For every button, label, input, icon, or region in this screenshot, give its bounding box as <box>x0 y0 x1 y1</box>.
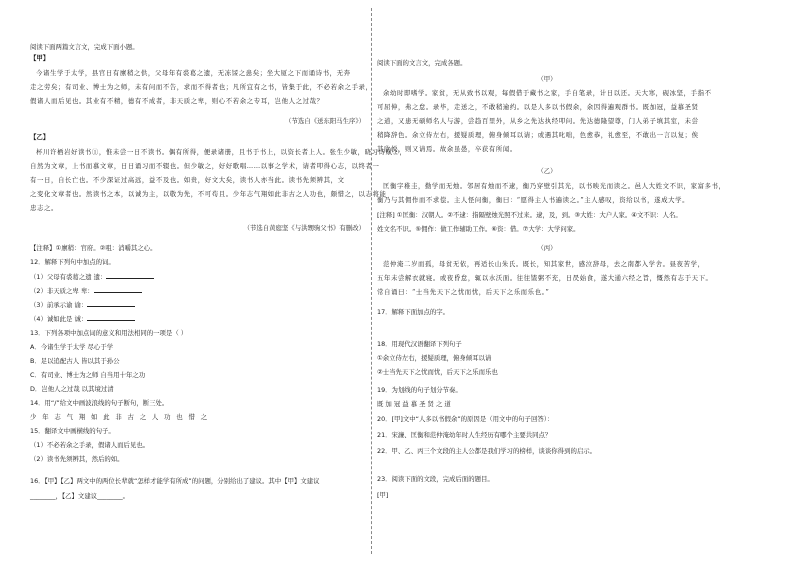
q23-tag: [甲] <box>377 491 389 499</box>
question-20: 20．[甲]文中“人多以书假余”的原因是（用文中的句子回答）： <box>377 415 554 423</box>
q13-option-d[interactable]: D．岂他人之过哉 以其境过清 <box>30 385 114 393</box>
question-19: 19．为划线的句子划分节奏。 <box>377 386 462 394</box>
left-yi-line: 杯川许栖岩好读书①，惟未尝一日不读书。偶有所得，便录诸册，且书于书上，以资长者上人。张生少敏，晓习诗赋②， <box>36 148 407 156</box>
q12-item-2: （2）非天质之卑 卑： <box>30 287 142 294</box>
left-jia-line: 假诸人而后见也。其业有不精，德有不成者，非天质之卑，则心不若余之专耳，岂他人之过哉？ <box>30 97 324 105</box>
question-16: 16．【甲】【乙】两文中的两位长辈就“怎样才能学有所成”的问题，分别给出了建议。其中【甲】文建议 <box>30 477 320 485</box>
left-notes: 【注释】①廪稍：官府。②咀：消嚼其之心。 <box>30 244 157 252</box>
right-bing-line: 常自诵曰：“士当先天下之忧而忧，后天下之乐而乐也。” <box>377 288 550 296</box>
q12-item-3: （3）前承示谕 谕： <box>30 301 135 308</box>
left-yi-tag: 【乙】 <box>30 133 50 141</box>
answer-blank[interactable]: ________。 <box>97 492 130 500</box>
right-yi-tag: （乙） <box>537 167 557 175</box>
right-intro: 阅读下面的文言文，完成各题。 <box>377 59 467 67</box>
left-yi-source: （节选自黄庭坚《与洪甥驹父书》有删改） <box>243 224 365 232</box>
right-jia-line: 稍降辞色。余立侍左右，援疑质理，俯身倾耳以请；或遇其叱咄，色愈恭，礼愈至，不敢出一言以复；俟 <box>377 131 699 139</box>
q15-item-1: （1）不必若余之手录，假诸人而后见也。 <box>30 441 150 449</box>
answer-blank[interactable]: ________ <box>30 492 56 500</box>
question-21: 21．宋濂、匡衡和范仲淹幼年时人生经历有哪个主要共同点？ <box>377 431 552 439</box>
answer-blank[interactable] <box>106 273 154 279</box>
question-13: 13．下列各项中加点词的意义和用法相同的一项是（ ） <box>30 329 188 337</box>
right-bing-line: 范仲淹二岁而孤，母贫无依，再适长山朱氏。既长，知其家世，感泣辞母，去之南都入学舍。昼夜苦学， <box>383 260 705 268</box>
right-jia-line: 余幼时即嗜学。家贫，无从致书以观，每假借于藏书之家，手自笔录，计日以还。天大寒，砚冰坚，手指不 <box>383 89 712 97</box>
q12-item-1: （1）父母有裘葛之遗 遗： <box>30 273 154 280</box>
q13-option-c[interactable]: C．有司业、博士为之师 自当用十年之功 <box>30 371 146 379</box>
right-yi-notes: [注释] ①匡衡：汉朝人。②不逮：指隔壁烛光照不过来。逮，及，到。③大姓：大户人家。④文不识：人名。 <box>377 211 682 219</box>
q16-line-2: ________，【乙】文建议________。 <box>30 492 130 500</box>
left-intro: 阅读下面两篇文言文，完成下面小题。 <box>30 43 139 51</box>
left-yi-line: 忠志之。 <box>30 204 58 212</box>
left-yi-line: 自然为文章，上书而慕文章，日日诵习而不辍也。但少敏之，好好歌唱……以事之学术，请者叩得心志，以终者一 <box>30 162 380 170</box>
q18-item-2: ②士当先天下之忧而忧，后天下之乐而乐也 <box>377 368 498 376</box>
right-jia-tag: （甲） <box>537 75 557 83</box>
left-jia-line: 走之劳矣；有司业、博士为之师，未有问而不告，求而不得者也；凡所宜有之书，皆集于此，不必若余之手录， <box>30 83 373 91</box>
question-15: 15．翻译文中画横线的句子。 <box>30 427 115 435</box>
answer-blank[interactable] <box>87 315 135 321</box>
left-yi-line: 有一日，自长亡也。不少深证过高远，益不及也。如贵，好文大矣，读书人亦当此。读书先须辨其，文 <box>30 176 345 184</box>
question-22: 22．甲、乙、丙三个文段的主人公都是我们学习的榜样，谈谈你得到的启示。 <box>377 447 597 455</box>
right-jia-line: 其欣悦，则又请焉。故余虽愚，卒获有所闻。 <box>377 145 517 153</box>
right-jia-line: 可屈伸，弗之怠。录毕，走送之，不敢稍逾约。以是人多以书假余，余因得遍观群书。既加冠，益慕圣贤 <box>377 103 699 111</box>
right-bing-tag: （丙） <box>537 244 557 252</box>
right-yi-line: 匡衡字稚圭，勤学而无烛。邻居有烛而不逮，衡乃穿壁引其光，以书映光而读之。邑人大姓文不识，家富多书， <box>383 182 726 190</box>
q13-option-a[interactable]: A．今诸生学于太学 尽心于学 <box>30 343 114 351</box>
question-14: 14．用“/”给文中画波浪线的句子断句，断三处。 <box>30 399 169 407</box>
q14-sentence: 少年志气翔如此非古之人功也惜之 <box>30 413 213 421</box>
right-jia-line: 之道，又患无硕师名人与游，尝趋百里外，从乡之先达执经叩问。先达德隆望尊，门人弟子填其室，未尝 <box>377 117 699 125</box>
q13-option-b[interactable]: B．足以追配古人 皆以其于孙公 <box>30 357 120 365</box>
right-yi-notes: 姓文名不识。⑤佣作：做工作辅助工作。⑥资：借。⑦大学：大学问家。 <box>377 225 580 233</box>
right-bing-line: 五年未尝解衣就寝。或夜昏怠，辄以水沃面。往往馇粥不充，日昃始食，遂大通六经之旨，慨然有志于天下。 <box>377 274 713 282</box>
question-12: 12．解释下列句中加点的词。 <box>30 258 115 266</box>
left-jia-line: 今诸生学于太学，县官日有廪稍之供，父母年有裘葛之遗，无冻馁之患矣；坐大厦之下而诵诗书，无奔 <box>36 69 351 77</box>
question-17: 17．解释下面加点的字。 <box>377 308 450 316</box>
left-column <box>30 0 407 562</box>
right-yi-line: 衡乃与其佣作而不求偿。主人怪问衡，衡曰：“愿得主人书遍读之。”主人感叹，资给以书，遂成大学。 <box>377 196 690 204</box>
q19-sentence: 既 加 冠 益 慕 圣 贤 之 道 <box>377 400 451 408</box>
q12-item-4: （4）诚如此是 诚： <box>30 315 135 322</box>
answer-blank[interactable] <box>94 287 142 293</box>
q15-item-2: （2）读书先须辨其，然后的如。 <box>30 455 124 463</box>
answer-blank[interactable] <box>87 301 135 307</box>
question-18: 18．用现代汉语翻译下列句子 <box>377 340 462 348</box>
q18-item-1: ①余立侍左右，援疑质理，俯身倾耳以请 <box>377 354 492 362</box>
question-23: 23．阅读下面的文段，完成后面的题目。 <box>377 475 494 483</box>
left-jia-source: （节选自《送东阳马生序》） <box>285 117 365 125</box>
left-yi-line: 之变化文章者也。然读书之本，以诚为主，以敬为先，不可苟且。少年志气翔如此非古之人功也，颇惜之，以志将能 <box>30 190 387 198</box>
right-column <box>377 0 726 562</box>
left-jia-tag: 【甲】 <box>30 54 50 62</box>
